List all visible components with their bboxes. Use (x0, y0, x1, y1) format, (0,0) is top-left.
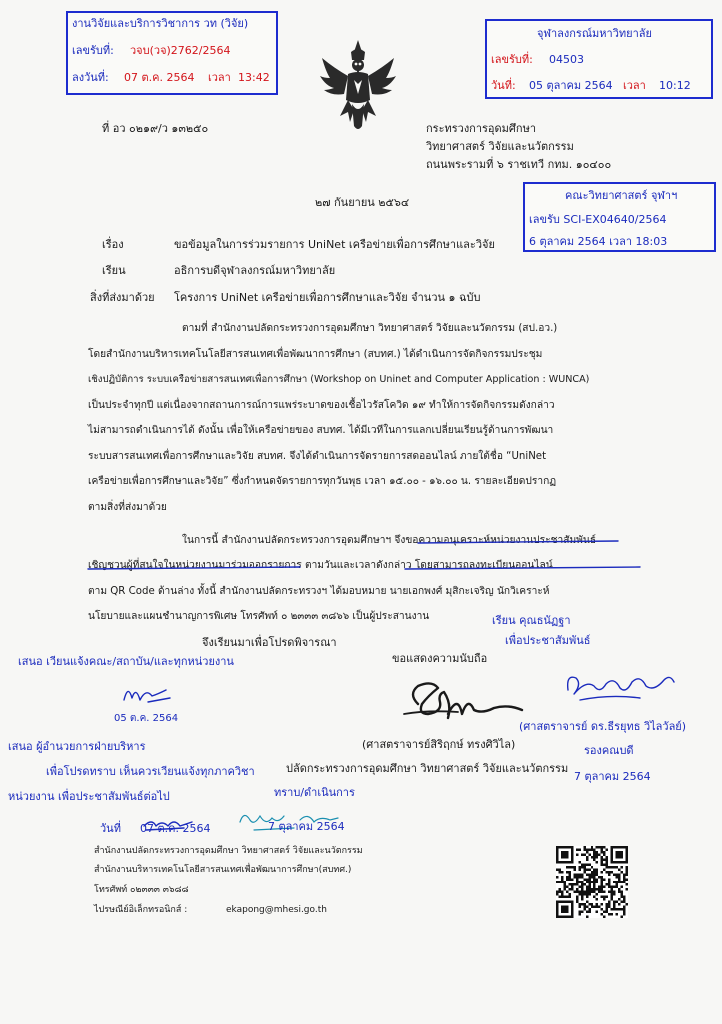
note-left2-line2: เพื่อโปรดทราบ เห็นควรเวียนแจ้งทุกภาควิชา (46, 765, 255, 778)
para1-line: เป็นประจำทุกปี แต่เนื่องจากสถานการณ์การแพร่ระบาดของเชื้อไวรัสโควิด ๑๙ ทำให้การจัดกิจกรรมดังกล่าว (88, 400, 555, 411)
dean-title: รองคณบดี (584, 744, 634, 757)
sender-line-3: ถนนพระรามที่ ๖ ราชเทวี กทม. ๑๐๔๐๐ (426, 158, 612, 171)
stamp-recv-value: วจบ(วจ)2762/2564 (130, 44, 231, 57)
stamp-date-label: ลงวันที่: (72, 71, 109, 84)
stamp-recv-label: เลขรับที่: (72, 44, 114, 57)
stamp-time-value: 10:12 (659, 79, 691, 92)
stamp-title: คณะวิทยาศาสตร์ จุฬาฯ (565, 189, 678, 202)
para2-line: ตาม QR Code ด้านล่าง ทั้งนี้ สำนักงานปลัดกระทรวงฯ ได้มอบหมาย นายเอกพงศ์ มุสิกะเจริญ นักวิเคราะห์ (88, 586, 550, 597)
enclosure-label: สิ่งที่ส่งมาด้วย (90, 291, 155, 304)
signature-main (398, 674, 528, 734)
para1-line: ตามที่ สำนักงานปลัดกระทรวงการอุดมศึกษา วิทยาศาสตร์ วิจัยและนวัตกรรม (สป.อว.) (182, 323, 558, 334)
subject-text: ขอข้อมูลในการร่วมรายการ UniNet เครือข่ายเพื่อการศึกษาและวิจัย (174, 238, 495, 251)
letter-date: ๒๗ กันยายน ๒๕๖๔ (315, 196, 410, 209)
stamp-recv-line: เลขรับ SCI-EX04640/2564 (529, 213, 667, 226)
enclosure-text: โครงการ UniNet เครือข่ายเพื่อการศึกษาและวิจัย จำนวน ๑ ฉบับ (174, 291, 481, 304)
footer-line-2: สำนักงานบริหารเทคโนโลยีสารสนเทศเพื่อพัฒนาการศึกษา(สบทศ.) (94, 865, 352, 875)
date-label: วันที่ (100, 822, 121, 835)
stamp-recv-label: เลขรับที่: (491, 53, 533, 66)
stamp-date-value: 05 ตุลาคม 2564 (529, 79, 613, 92)
stamp-date-label: วันที่: (491, 79, 516, 92)
subject-label: เรื่อง (102, 238, 124, 251)
para1-line: เชิงปฏิบัติการ ระบบเครือข่ายสารสนเทศเพื่อการศึกษา (Workshop on Uninet and Computer Application : WUNCA) (88, 374, 590, 385)
date-1: 07 ต.ค. 2564 (140, 822, 211, 835)
date-2: 7 ตุลาคม 2564 (268, 820, 345, 833)
dean-date: 7 ตุลาคม 2564 (574, 770, 651, 783)
signature-1 (118, 680, 178, 706)
regards-text: ขอแสดงความนับถือ (392, 652, 488, 665)
closing-text: จึงเรียนมาเพื่อโปรดพิจารณา (202, 636, 337, 649)
recipient-label: เรียน (102, 264, 126, 277)
stamp-time-value: 13:42 (238, 71, 270, 84)
note-left-date: 05 ต.ค. 2564 (114, 713, 179, 724)
ack-text: ทราบ/ดำเนินการ (274, 786, 355, 799)
note-right-line2: เพื่อประชาสัมพันธ์ (505, 634, 591, 647)
signatory-title: ปลัดกระทรวงการอุดมศึกษา วิทยาศาสตร์ วิจัยและนวัตกรรม (286, 762, 569, 775)
stamp-date-value: 07 ต.ค. 2564 (124, 71, 195, 84)
para2-line: นโยบายและแผนชำนาญการพิเศษ โทรศัพท์ ๐ ๒๓๓๓ ๓๘๖๖ เป็นผู้ประสานงาน (88, 611, 430, 622)
sender-line-1: กระทรวงการอุดมศึกษา (426, 122, 536, 135)
sender-line-2: วิทยาศาสตร์ วิจัยและนวัตกรรม (426, 140, 574, 153)
note-left-line1: เสนอ เวียนแจ้งคณะ/สถาบัน/และทุกหน่วยงาน (18, 655, 234, 668)
footer-line-3: โทรศัพท์ ๐๒๓๓๓ ๓๖๘๘ (94, 885, 189, 895)
stamp-date-line: 6 ตุลาคม 2564 เวลา 18:03 (529, 235, 668, 248)
email-address: ekapong@mhesi.go.th (226, 905, 327, 915)
para2-line: ในการนี้ สำนักงานปลัดกระทรวงการอุดมศึกษาฯ จึงขอความอนุเคราะห์หน่วยงานประชาสัมพันธ์ (182, 535, 597, 546)
letter-ref-number: ที่ อว ๐๒๑๙/ว ๑๓๒๕๐ (102, 122, 209, 135)
note-right-line1: เรียน คุณธนัฏฐา (492, 614, 571, 627)
stamp-title: งานวิจัยและบริการวิชาการ วท (วิจัย) (72, 17, 249, 30)
footer-line-1: สำนักงานปลัดกระทรวงการอุดมศึกษา วิทยาศาสตร์ วิจัยและนวัตกรรม (94, 846, 363, 856)
email-label: ไปรษณีย์อิเล็กทรอนิกส์ : (94, 905, 188, 915)
stamp-title: จุฬาลงกรณ์มหาวิทยาลัย (537, 27, 652, 40)
stamp-time-label: เวลา (623, 79, 646, 92)
dean-name: (ศาสตราจารย์ ดร.ธีรยุทธ วิไลวัลย์) (519, 720, 687, 733)
para2-line: เชิญชวนผู้ที่สนใจในหน่วยงานมาร่วมออกรายการ ตามวันและเวลาดังกล่าว โดยสามารถลงทะเบียนออนไลน์ (88, 560, 553, 571)
para1-line: ตามสิ่งที่ส่งมาด้วย (88, 502, 167, 513)
para1-line: โดยสำนักงานบริหารเทคโนโลยีสารสนเทศเพื่อพัฒนาการศึกษา (สบทศ.) ได้ดำเนินการจัดกิจกรรมประชุม (88, 349, 543, 360)
para1-line: ไม่สามารถดำเนินการได้ ดังนั้น เพื่อให้เครือข่ายของ สบทศ. ได้มีเวทีในการแลกเปลี่ยนเรียนรู้ด้านการพัฒนา (88, 425, 554, 436)
stamp-time-label: เวลา (208, 71, 231, 84)
stamp-recv-value: 04503 (549, 53, 584, 66)
signatory-name: (ศาสตราจารย์สิริฤกษ์ ทรงศิวิไล) (362, 738, 516, 751)
recipient-text: อธิการบดีจุฬาลงกรณ์มหาวิทยาลัย (174, 264, 336, 277)
qr-code (556, 846, 628, 918)
note-left2-line3: หน่วยงาน เพื่อประชาสัมพันธ์ต่อไป (8, 790, 170, 803)
note-left2-line1: เสนอ ผู้อำนวยการฝ่ายบริหาร (8, 740, 146, 753)
signature-dean (560, 660, 680, 706)
para1-line: เครือข่ายเพื่อการศึกษาและวิจัย” ซึ่งกำหนดจัดรายการทุกวันพุธ เวลา ๑๕.๐๐ - ๑๖.๐๐ น. รายละเอียดปรากฏ (88, 476, 557, 487)
para1-line: ระบบสารสนเทศเพื่อการศึกษาและวิจัย สบทศ. จึงได้ดำเนินการจัดรายการสดออนไลน์ ภายใต้ชื่อ “UniNet (88, 451, 547, 462)
